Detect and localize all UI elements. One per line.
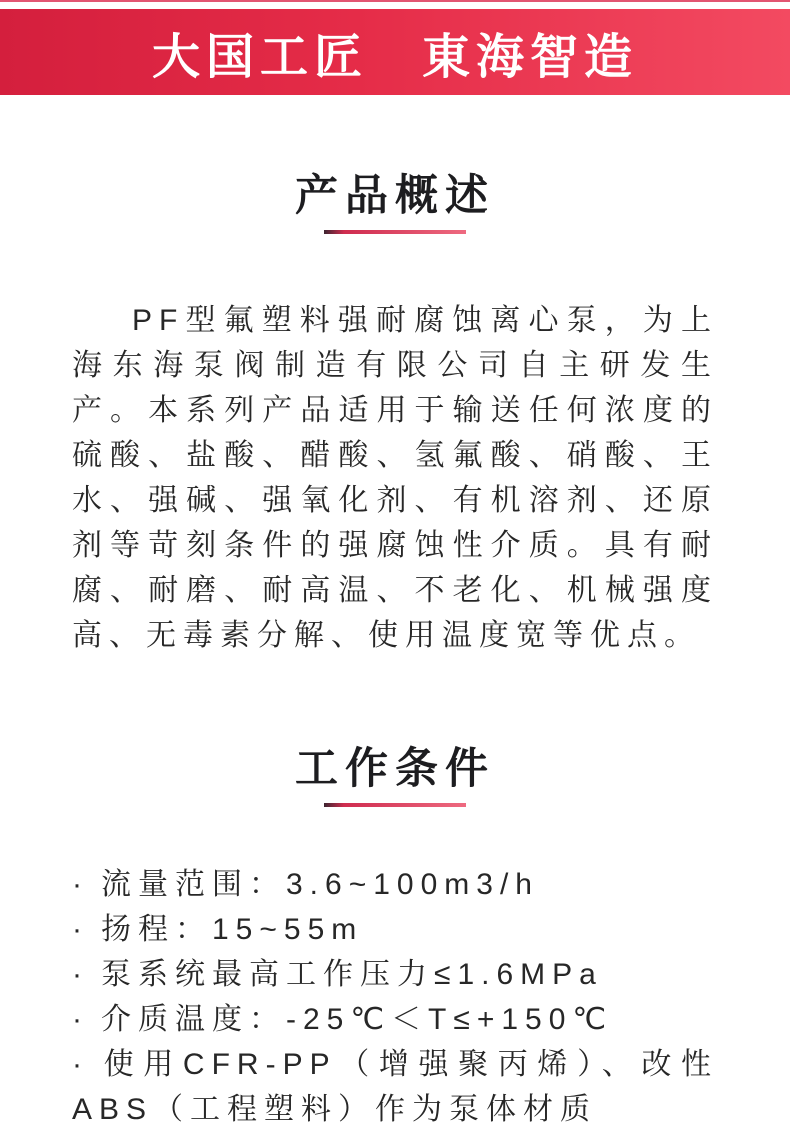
list-item [72,862,718,907]
spec-flow-range: 流量范围：3.6~100m3/h [101,868,539,901]
spec-max-pressure: 泵系统最高工作压力≤1.6MPa [101,958,603,991]
list-item [72,952,718,997]
list-item [72,907,718,952]
title-underline-conditions [324,803,466,807]
list-item [72,1042,718,1132]
section-product-overview [0,171,790,658]
section-working-conditions [0,744,790,1132]
section-title-overview: 产品概述 [295,172,495,220]
bullet-dot: · [72,958,89,991]
spec-head-range: 扬程：15~55m [101,913,364,946]
brand-banner [0,9,790,95]
overview-paragraph: PF型氟塑料强耐腐蚀离心泵，为上海东海泵阀制造有限公司自主研发生产。本系列产品适用于输送任何浓度的硫酸、盐酸、醋酸、氢氟酸、硝酸、王水、强碱、强氧化剂、有机溶剂、还原剂等苛刻条件的强腐蚀性介质。具有耐腐、耐磨、耐高温、不老化、机械强度高、无毒素分解、使用温度宽等优点。 [72,304,718,652]
spec-pump-material: 使用CFR-PP（增强聚丙烯）、改性ABS（工程塑料）作为泵体材质 [72,1048,718,1126]
top-divider [0,0,790,2]
bullet-dot: · [72,1048,89,1081]
bullet-dot: · [72,1003,89,1036]
title-underline-overview [324,230,466,234]
section-title-conditions: 工作条件 [295,745,495,793]
spec-media-temperature: 介质温度：-25℃＜T≤+150℃ [101,1003,614,1036]
list-item [72,997,718,1042]
bullet-dot: · [72,913,89,946]
bullet-dot: · [72,868,89,901]
banner-title: 大国工匠 東海智造 [151,30,638,84]
spec-list [72,862,718,1132]
